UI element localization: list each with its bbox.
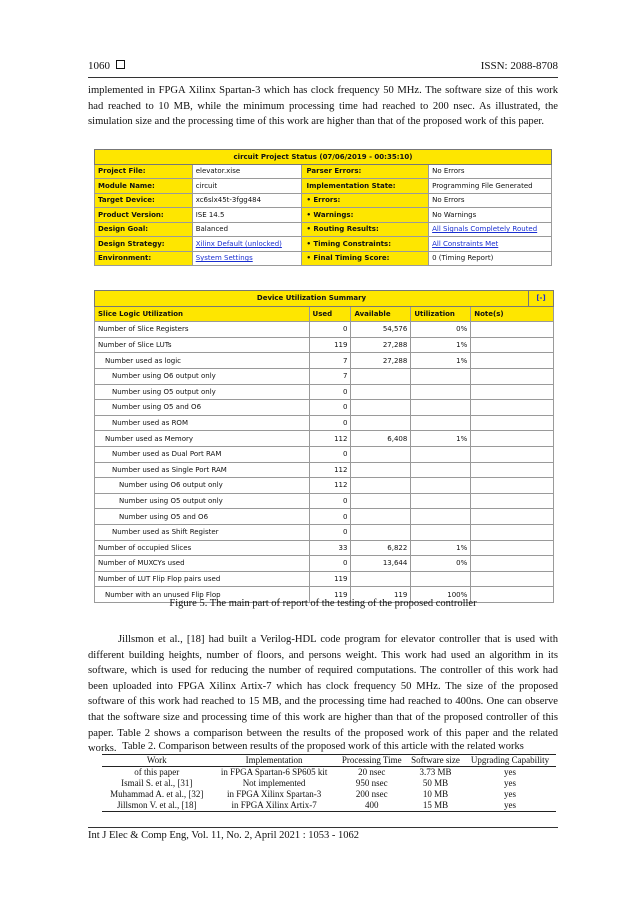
notes-value xyxy=(471,446,554,462)
table-row xyxy=(102,767,556,779)
available-value: 119 xyxy=(351,587,411,603)
available-value: 27,288 xyxy=(351,337,411,353)
status-row xyxy=(95,193,552,208)
intro-paragraph: implemented in FPGA Xilinx Spartan-3 which has clock frequency 50 MHz. The software size of this work had reached to 10 MB, while the minimum processing time had reached to 200 nsec. As illustrated, the simulation size and the processing time of this work are higher than that of the proposed work of this paper. xyxy=(88,85,558,128)
row-label: Number used as Single Port RAM xyxy=(95,462,310,478)
notes-value xyxy=(471,415,554,431)
figure-caption: Figure 5. The main part of report of the testing of the proposed controller xyxy=(169,598,477,609)
table-row xyxy=(102,789,556,800)
used-value: 0 xyxy=(309,415,351,431)
row-label: Number used as Memory xyxy=(95,431,310,447)
table-cell: Jillsmon V. et al., [18] xyxy=(102,800,212,812)
table-cell: of this paper xyxy=(134,767,180,777)
row-label: Number of LUT Flip Flop pairs used xyxy=(95,571,310,587)
utilization-value: 1% xyxy=(411,431,471,447)
status-label: • Timing Constraints: xyxy=(302,237,429,252)
status-link[interactable]: System Settings xyxy=(192,251,302,266)
utilization-value xyxy=(411,478,471,494)
status-value: No Errors xyxy=(429,164,552,179)
status-value: ISE 14.5 xyxy=(192,208,302,223)
available-value: 13,644 xyxy=(351,556,411,572)
table-cell: in FPGA Xilinx Artix-7 xyxy=(212,800,337,812)
used-value: 112 xyxy=(309,478,351,494)
notes-value xyxy=(471,478,554,494)
table-cell: in FPGA Xilinx Spartan-3 xyxy=(226,789,322,799)
utilization-row xyxy=(95,524,554,540)
status-label: Design Strategy: xyxy=(95,237,193,252)
available-value xyxy=(351,462,411,478)
notes-value xyxy=(471,462,554,478)
used-value: 0 xyxy=(309,509,351,525)
column-header: Implementation xyxy=(212,755,337,767)
column-header: Upgrading Capability xyxy=(464,755,556,767)
utilization-row xyxy=(95,431,554,447)
utilization-header-row xyxy=(95,306,554,322)
status-label: Implementation State: xyxy=(302,179,429,194)
notes-value xyxy=(471,524,554,540)
project-status-table xyxy=(94,149,552,266)
available-value xyxy=(351,384,411,400)
used-value: 119 xyxy=(309,571,351,587)
notes-value xyxy=(471,431,554,447)
utilization-row xyxy=(95,400,554,416)
row-label: Number of MUXCYs used xyxy=(95,556,310,572)
notes-value xyxy=(471,540,554,556)
used-value: 7 xyxy=(309,368,351,384)
available-value xyxy=(351,446,411,462)
utilization-value: 0% xyxy=(411,322,471,338)
table2-header-row xyxy=(102,755,556,767)
utilization-row xyxy=(95,462,554,478)
used-value: 7 xyxy=(309,353,351,369)
table-cell: 50 MB xyxy=(422,778,449,788)
available-value: 6,408 xyxy=(351,431,411,447)
available-value: 27,288 xyxy=(351,353,411,369)
status-row xyxy=(95,208,552,223)
status-row xyxy=(95,251,552,266)
status-value: Programming File Generated xyxy=(429,179,552,194)
utilization-value xyxy=(411,493,471,509)
status-value: No Errors xyxy=(429,193,552,208)
row-label: Number used as logic xyxy=(95,353,310,369)
used-value: 0 xyxy=(309,400,351,416)
footer-text: Int J Elec & Comp Eng, Vol. 11, No. 2, April 2021 : 1053 - 1062 xyxy=(88,830,360,841)
status-label: Project File: xyxy=(95,164,193,179)
available-value xyxy=(351,478,411,494)
column-header: Available xyxy=(351,306,411,322)
table-cell: Not implemented xyxy=(242,778,306,788)
status-label: Parser Errors: xyxy=(302,164,429,179)
utilization-value xyxy=(411,400,471,416)
table-cell: 15 MB xyxy=(407,800,464,812)
footer-rule xyxy=(88,827,558,828)
table-cell: 20 nsec xyxy=(358,767,386,777)
utilization-row xyxy=(95,353,554,369)
status-label: Target Device: xyxy=(95,193,193,208)
utilization-value xyxy=(411,462,471,478)
used-value: 112 xyxy=(309,431,351,447)
utilization-value xyxy=(411,384,471,400)
utilization-row xyxy=(95,478,554,494)
utilization-row xyxy=(95,322,554,338)
table-cell: 400 xyxy=(337,800,407,812)
status-label: • Routing Results: xyxy=(302,222,429,237)
status-link[interactable]: All Constraints Met xyxy=(429,237,552,252)
row-label: Number used as Dual Port RAM xyxy=(95,446,310,462)
square-bullet-icon xyxy=(116,60,125,69)
available-value xyxy=(351,524,411,540)
utilization-row xyxy=(95,368,554,384)
status-row xyxy=(95,179,552,194)
project-status-title: circuit Project Status (07/06/2019 - 00:35:10) xyxy=(95,150,552,165)
used-value: 112 xyxy=(309,462,351,478)
status-value: elevator.xise xyxy=(192,164,302,179)
utilization-row xyxy=(95,337,554,353)
row-label: Number of Slice Registers xyxy=(95,322,310,338)
utilization-row xyxy=(95,415,554,431)
utilization-value: 100% xyxy=(411,587,471,603)
device-utilization-table xyxy=(94,290,554,603)
row-label: Number used as Shift Register xyxy=(95,524,310,540)
available-value: 54,576 xyxy=(351,322,411,338)
collapse-toggle[interactable]: [-] xyxy=(529,291,554,307)
utilization-value: 1% xyxy=(411,540,471,556)
used-value: 0 xyxy=(309,446,351,462)
utilization-title: Device Utilization Summary xyxy=(95,291,529,307)
table-cell: yes xyxy=(504,778,517,788)
table-cell: 950 nsec xyxy=(355,778,388,788)
utilization-value xyxy=(411,446,471,462)
table-cell: yes xyxy=(464,800,556,812)
utilization-row xyxy=(95,540,554,556)
notes-value xyxy=(471,571,554,587)
header-rule xyxy=(88,77,558,78)
row-label: Number using O6 output only xyxy=(95,478,310,494)
page-number: 1060 xyxy=(88,60,125,72)
table-cell: 200 nsec xyxy=(355,789,388,799)
available-value xyxy=(351,400,411,416)
notes-value xyxy=(471,400,554,416)
used-value: 0 xyxy=(309,322,351,338)
status-value: Balanced xyxy=(192,222,302,237)
notes-value xyxy=(471,493,554,509)
available-value xyxy=(351,493,411,509)
table-cell: Ismail S. et al., [31] xyxy=(121,778,193,788)
utilization-row xyxy=(95,493,554,509)
status-label: Module Name: xyxy=(95,179,193,194)
status-value: No Warnings xyxy=(429,208,552,223)
column-header: Used xyxy=(309,306,351,322)
table-row xyxy=(102,778,556,789)
status-label: • Errors: xyxy=(302,193,429,208)
utilization-row xyxy=(95,446,554,462)
utilization-value: 1% xyxy=(411,337,471,353)
column-header: Utilization xyxy=(411,306,471,322)
row-label: Number of Slice LUTs xyxy=(95,337,310,353)
issn-label: ISSN: 2088-8708 xyxy=(480,60,558,72)
row-label: Number using O5 and O6 xyxy=(95,400,310,416)
used-value: 0 xyxy=(309,524,351,540)
utilization-value xyxy=(411,415,471,431)
table-cell: yes xyxy=(504,789,517,799)
row-label: Number using O5 output only xyxy=(95,493,310,509)
table-cell: yes xyxy=(504,767,517,777)
status-link[interactable]: Xilinx Default (unlocked) xyxy=(192,237,302,252)
used-value: 119 xyxy=(309,587,351,603)
notes-value xyxy=(471,556,554,572)
status-value: xc6slx45t-3fgg484 xyxy=(192,193,302,208)
utilization-value xyxy=(411,509,471,525)
utilization-value: 0% xyxy=(411,556,471,572)
utilization-value xyxy=(411,524,471,540)
row-label: Number using O5 output only xyxy=(95,384,310,400)
row-label: Number using O6 output only xyxy=(95,368,310,384)
notes-value xyxy=(471,353,554,369)
status-label: • Warnings: xyxy=(302,208,429,223)
column-header: Slice Logic Utilization xyxy=(95,306,310,322)
utilization-row xyxy=(95,509,554,525)
row-label: Number using O5 and O6 xyxy=(95,509,310,525)
used-value: 0 xyxy=(309,556,351,572)
notes-value xyxy=(471,368,554,384)
available-value: 6,822 xyxy=(351,540,411,556)
available-value xyxy=(351,368,411,384)
notes-value xyxy=(471,337,554,353)
column-header: Processing Time xyxy=(337,755,407,767)
table2-caption: Table 2. Comparison between results of the proposed work of this article with the related works xyxy=(122,741,524,752)
status-value: circuit xyxy=(192,179,302,194)
utilization-value: 1% xyxy=(411,353,471,369)
utilization-row xyxy=(95,556,554,572)
status-label: • Final Timing Score: xyxy=(302,251,429,266)
status-label: Environment: xyxy=(95,251,193,266)
row-label: Number with an unused Flip Flop xyxy=(95,587,310,603)
notes-value xyxy=(471,384,554,400)
table-cell: Muhammad A. et al., [32] xyxy=(110,789,204,799)
utilization-value xyxy=(411,368,471,384)
table-cell: 10 MB xyxy=(422,789,449,799)
row-label: Number of occupied Slices xyxy=(95,540,310,556)
status-row xyxy=(95,164,552,179)
used-value: 33 xyxy=(309,540,351,556)
comparison-table xyxy=(102,754,556,812)
utilization-value xyxy=(411,571,471,587)
used-value: 119 xyxy=(309,337,351,353)
status-value: 0 (Timing Report) xyxy=(429,251,552,266)
table-cell: in FPGA Spartan-6 SP605 kit xyxy=(220,767,328,777)
column-header: Work xyxy=(102,755,212,767)
notes-value xyxy=(471,322,554,338)
column-header: Software size xyxy=(407,755,464,767)
status-label: Product Version: xyxy=(95,208,193,223)
available-value xyxy=(351,509,411,525)
utilization-row xyxy=(95,571,554,587)
column-header: Note(s) xyxy=(471,306,554,322)
status-row xyxy=(95,237,552,252)
status-link[interactable]: All Signals Completely Routed xyxy=(429,222,552,237)
utilization-row xyxy=(95,384,554,400)
available-value xyxy=(351,571,411,587)
used-value: 0 xyxy=(309,384,351,400)
row-label: Number used as ROM xyxy=(95,415,310,431)
status-row xyxy=(95,222,552,237)
notes-value xyxy=(471,509,554,525)
table-cell: 3.73 MB xyxy=(419,767,452,777)
status-label: Design Goal: xyxy=(95,222,193,237)
body-paragraph: Jillsmon et al., [18] had built a Verilog-HDL code program for elevator controller that is used with different building heights, number of floors, and persons weight. This work had used an algorithm in its software, which is used for reducing the number of required computations. The controller of this work had been uploaded into FPGA Xilinx Artix-7 which has clock frequency 50 MHz. The size of the proposed software of this work had reached to 15 MB, and the processing time had reached to 400ns. One can observe that the software size and processing time of this work are higher than that of the proposed controller of this paper. Table 2 shows a comparison between the results of the proposed work of this paper and the related works. xyxy=(88,634,558,755)
available-value xyxy=(351,415,411,431)
table-row xyxy=(102,800,556,812)
used-value: 0 xyxy=(309,493,351,509)
